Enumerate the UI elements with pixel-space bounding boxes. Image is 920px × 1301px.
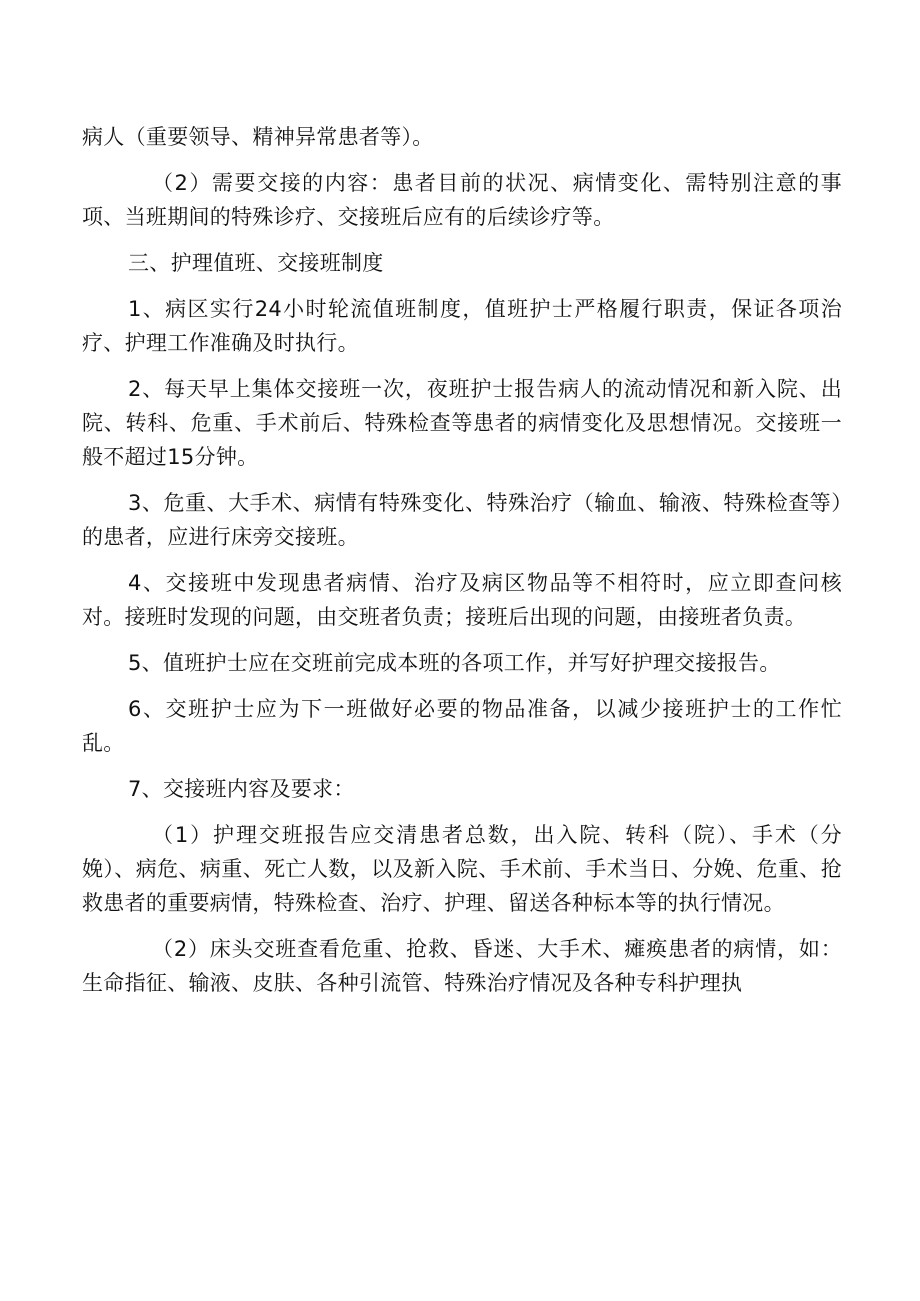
- paragraph-rule-1: 1、病区实行24小时轮流值班制度，值班护士严格履行职责，保证各项治疗、护理工作准确及时执行。: [82, 297, 842, 355]
- document-page: [82, 120, 842, 1012]
- paragraph-rule-7-item-2: （2）床头交班查看危重、抢救、昏迷、大手术、瘫痪患者的病情，如：生命指征、输液、皮肤、各种引流管、特殊治疗情况及各种专科护理执: [82, 937, 842, 995]
- paragraph-rule-6: 6、交班护士应为下一班做好必要的物品准备，以减少接班护士的工作忙乱。: [82, 697, 842, 755]
- paragraph-rule-7: 7、交接班内容及要求：: [128, 777, 355, 801]
- paragraph-handover-content: （2）需要交接的内容：患者目前的状况、病情变化、需特别注意的事项、当班期间的特殊诊疗、交接班后应有的后续诊疗等。: [82, 171, 842, 229]
- paragraph-rule-2: 2、每天早上集体交接班一次，夜班护士报告病人的流动情况和新入院、出院、转科、危重、手术前后、特殊检查等患者的病情变化及思想情况。交接班一般不超过15分钟。: [82, 377, 842, 469]
- paragraph-rule-3: 3、危重、大手术、病情有特殊变化、特殊治疗（输血、输液、特殊检查等）的患者，应进行床旁交接班。: [82, 491, 842, 549]
- paragraph-continuation: 病人（重要领导、精神异常患者等）。: [82, 125, 434, 149]
- section-heading-nursing-duty: 三、护理值班、交接班制度: [128, 251, 384, 275]
- paragraph-rule-7-item-1: （1）护理交班报告应交清患者总数，出入院、转科（院）、手术（分娩）、病危、病重、死亡人数，以及新入院、手术前、手术当日、分娩、危重、抢救患者的重要病情，特殊检查、治疗、护理、留送各种标本等的执行情况。: [82, 823, 842, 915]
- paragraph-rule-5: 5、值班护士应在交班前完成本班的各项工作，并写好护理交接报告。: [128, 651, 781, 675]
- paragraph-rule-4: 4、交接班中发现患者病情、治疗及病区物品等不相符时，应立即查问核对。接班时发现的问题，由交班者负责；接班后出现的问题，由接班者负责。: [82, 571, 842, 629]
